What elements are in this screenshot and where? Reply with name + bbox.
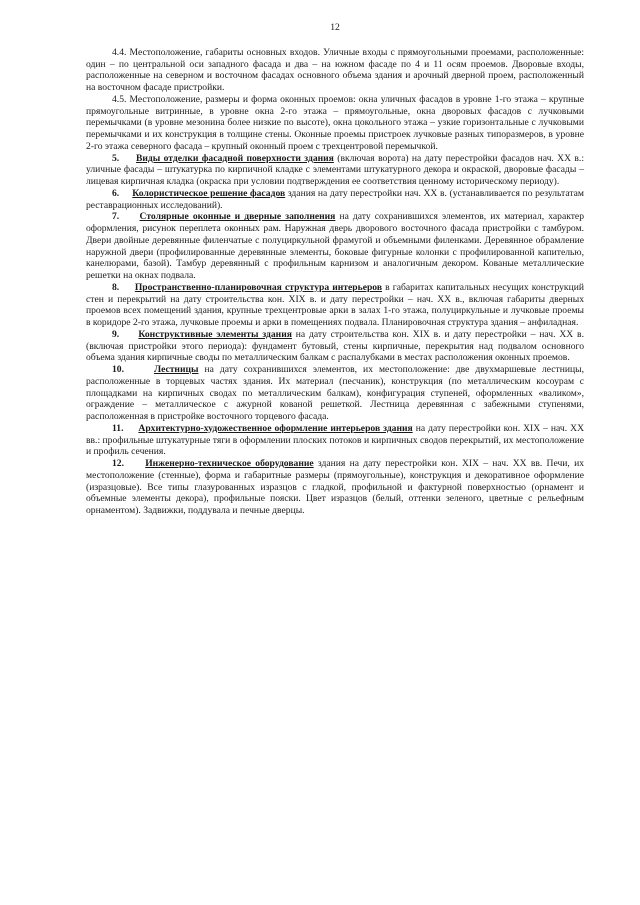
- paragraph-number: 4.5.: [112, 93, 127, 105]
- paragraph-heading: Архитектурно-художественное оформление интерьеров здания: [138, 422, 413, 434]
- paragraph-text: Местоположение, габариты основных входов. Уличные входы с прямоугольными проемами, расположенные: один – по центральной оси западного фасада и два – на южном фасаде по 4 и 11 осям проемов. Дворовые входы, расположенные на северном и восточном фасадах основного объема здания и арочный дверной проем, расположенный на восточном фасаде пристройки.: [86, 46, 584, 93]
- paragraph-text: на дату строительства кон. XIX в. и дату перестройки – нач. XX в. (включая пристройки этого периода): фундамент бутовый, стены кирпичные, перекрытия над подвалом основного объема здания кирпичные своды по металлическим балкам с распалубками в местах расположения оконных проемов.: [86, 328, 584, 364]
- paragraph-9: [86, 329, 584, 364]
- paragraph-heading: Конструктивные элементы здания: [138, 328, 292, 340]
- paragraph-heading: Инженерно-техническое оборудование: [145, 458, 314, 469]
- paragraph-heading: Виды отделки фасадной поверхности здания: [136, 152, 334, 164]
- paragraph-heading: Столярные оконные и дверные заполнения: [139, 211, 336, 223]
- paragraph-12: [86, 458, 584, 517]
- paragraph-4-5: [86, 94, 584, 153]
- paragraph-7: [86, 211, 584, 282]
- paragraph-8: [86, 282, 584, 329]
- paragraph-4-4: [86, 47, 584, 94]
- paragraph-text: на дату перестройки кон. XIX – нач. XX вв.: профильные штукатурные тяги в оформлении плоских потоков и кирпичных сводов перекрытий, их местоположение и профиль сечения.: [86, 422, 584, 458]
- paragraph-5: [86, 153, 584, 188]
- page-number: 12: [330, 22, 340, 33]
- paragraph-number: 7.: [112, 211, 120, 223]
- paragraph-10: [86, 364, 584, 423]
- paragraph-number: 8.: [112, 281, 120, 293]
- paragraph-text: на дату сохранившихся элементов, их материал, характер оформления, рисунок переплета оконных рам. Наружная дверь дворового восточного фасада пристройки с тамбуром. Двери двойные деревянные филенчатые с полуциркульной фрамугой и объемными филенками. Деревянное обрамление наружной двери (профилированные деревянные элементы, боковые фигурные колонки с профилированной капителью, канелюрами, базой). Тамбур деревянный с профильным карнизом и аналогичным декором. Кованые металлические решетки на окнах подвала.: [86, 211, 584, 281]
- paragraph-number: 10.: [112, 364, 124, 375]
- paragraph-number: 11.: [112, 422, 124, 434]
- paragraph-heading: Пространственно-планировочная структура интерьеров: [134, 281, 383, 293]
- paragraph-text: в габаритах капитальных несущих конструкций стен и перекрытий на дату строительства кон. XIX в. и дату перестройки – нач. XX в., включая габариты дверных проемов всех помещений здания, крупные трехцентровые арки в залах 1-го этажа, полуциркульные и лучковые проемы в коридоре 2-го этажа, лучковые проемы и арки в помещениях подвала. Планировочная структура здания – анфиладная.: [86, 281, 584, 328]
- paragraph-6: [86, 188, 584, 212]
- paragraph-text: Местоположение, размеры и форма оконных проемов: окна уличных фасадов в уровне 1-го этажа – крупные прямоугольные витринные, в уровне окна 2-го этажа – прямоугольные, окна дворовых фасадов с лучковыми перемычками (в уровне мезонина более низкие по высоте), окна цокольного этажа – узкие горизонтальные с лучковыми перемычками и их конструкция в толщине стены. Оконные проемы пристроек лучковые разных типоразмеров, в уровне 2-го этажа северного фасада – крупный оконный проем с трехцентровой перемычкой.: [86, 93, 584, 152]
- paragraph-number: 6.: [112, 187, 120, 199]
- paragraph-number: 5.: [112, 152, 120, 164]
- paragraph-number: 9.: [112, 328, 120, 340]
- paragraph-heading: Лестницы: [153, 364, 199, 375]
- paragraph-heading: Колористическое решение фасадов: [132, 187, 286, 199]
- paragraph-text: на дату сохранившихся элементов, их местоположение: две двухмаршевые лестницы, расположенные в торцевых частях здания. Их материал (песчаник), конструкция (по металлическим косоурам с площадками на кирпичных сводах по металлическим балкам), конфигурация ступеней, оформленных «валиком», ограждение – металлическое с ажурной кованой решеткой. Лестница деревянная с забежными ступенями, расположенная в пристройке восточного торцевого фасада.: [86, 364, 584, 422]
- paragraph-number: 12.: [112, 458, 124, 469]
- paragraph-number: 4.4.: [112, 46, 127, 58]
- paragraph-text: здания на дату перестройки кон. XIX – нач. XX вв. Печи, их местоположение (стенные), форма и габаритные размеры (прямоугольные), конструкция и декоративное оформление (изразцовые). Все типы глазурованных изразцов с гладкой, профильной и фактурной поверхностью (орнамент и объемные элементы декора), профильные пояски. Цвет изразцов (белый, оттенки зеленого, цветные с рельефным орнаментом). Задвижки, поддувала и печные дверцы.: [86, 458, 584, 516]
- paragraph-11: [86, 423, 584, 458]
- paragraph-text: здания на дату перестройки нач. XX в. (устанавливается по результатам реставрационных исследований).: [86, 187, 584, 211]
- paragraph-text: (включая ворота) на дату перестройки фасадов нач. XX в.: уличные фасады – штукатурка по кирпичной кладке с элементами штукатурного декора и окраской, дворовые фасады – лицевая кирпичная кладка (окраска при условии подтверждения ее соответствия ценному историческому периоду).: [86, 152, 584, 187]
